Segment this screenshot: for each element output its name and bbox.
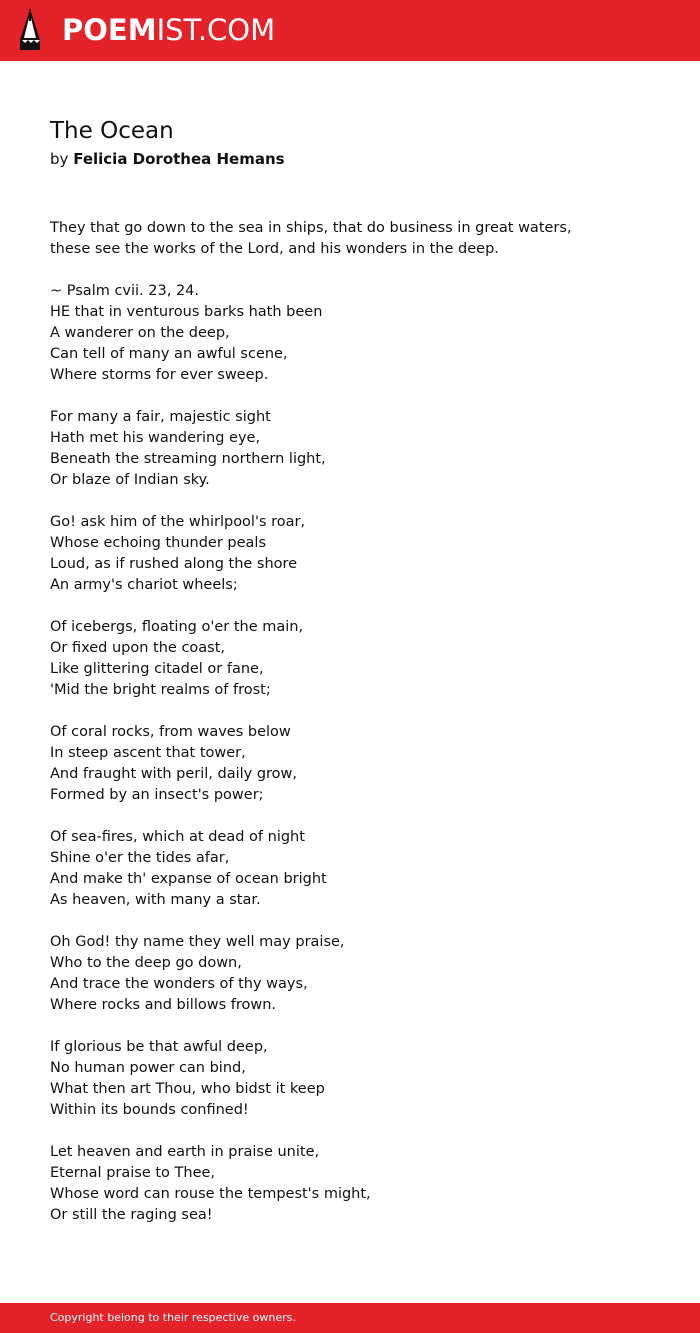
poem-line: Within its bounds confined! [50,1102,249,1118]
poem-line: HE that in venturous barks hath been [50,304,323,320]
poem-line: ~ Psalm cvii. 23, 24. [50,283,200,299]
poem-line: Beneath the streaming northern light, [50,451,326,467]
site-header [0,0,700,61]
poem-line: Or blaze of Indian sky. [50,472,210,488]
poem-line: Whose echoing thunder peals [50,535,267,551]
logo-bold-text: POEM [62,13,157,47]
poem-stanza [50,722,650,806]
poem-stanza [50,827,650,911]
poem-stanza [50,407,650,491]
poem-line: 'Mid the bright realms of frost; [50,682,271,698]
poem-line: Where rocks and billows frown. [50,997,277,1013]
byline [50,149,285,169]
poem-stanza [50,281,650,386]
poem-line: For many a fair, majestic sight [50,409,271,425]
poem-body [50,218,650,1247]
poem-line: And make th' expanse of ocean bright [50,871,327,887]
poem-line: As heaven, with many a star. [50,892,261,908]
site-logo[interactable] [62,13,275,47]
poem-line: Of coral rocks, from waves below [50,724,291,740]
poem-stanza [50,617,650,701]
poem-line: Loud, as if rushed along the shore [50,556,298,572]
poem-line: Like glittering citadel or fane, [50,661,264,677]
poem-line: Formed by an insect's power; [50,787,264,803]
poem-line: No human power can bind, [50,1060,246,1076]
site-footer [0,1303,700,1333]
poem-line: Of icebergs, floating o'er the main, [50,619,304,635]
pen-nib-icon[interactable] [18,8,42,52]
logo-light-text: IST.COM [156,13,276,47]
poem-line: Who to the deep go down, [50,955,242,971]
poem-line: If glorious be that awful deep, [50,1039,268,1055]
poem-stanza [50,1037,650,1121]
poem-line: Where storms for ever sweep. [50,367,269,383]
poem-line: They that go down to the sea in ships, that do business in great waters, [50,220,572,236]
poem-line: Or still the raging sea! [50,1207,213,1223]
poem-line: Whose word can rouse the tempest's might, [50,1186,371,1202]
poem-stanza [50,512,650,596]
poem-line: Let heaven and earth in praise unite, [50,1144,320,1160]
poem-line: What then art Thou, who bidst it keep [50,1081,325,1097]
poem-line: An army's chariot wheels; [50,577,238,593]
author-name[interactable]: Felicia Dorothea Hemans [73,150,285,168]
poem-line: Go! ask him of the whirlpool's roar, [50,514,306,530]
poem-line: Eternal praise to Thee, [50,1165,216,1181]
poem-line: Or fixed upon the coast, [50,640,226,656]
poem-stanza [50,218,650,260]
poem-stanza [50,932,650,1016]
poem-title: The Ocean [50,118,174,144]
poem-line: Oh God! thy name they well may praise, [50,934,345,950]
by-label: by [50,150,69,168]
poem-line: And fraught with peril, daily grow, [50,766,298,782]
poem-line: Of sea-fires, which at dead of night [50,829,305,845]
poem-line: And trace the wonders of thy ways, [50,976,308,992]
poem-line: Shine o'er the tides afar, [50,850,230,866]
poem-stanza [50,1142,650,1226]
copyright-text: Copyright belong to their respective owners. [50,1311,296,1324]
poem-line: Hath met his wandering eye, [50,430,261,446]
poem-line: A wanderer on the deep, [50,325,230,341]
poem-line: Can tell of many an awful scene, [50,346,288,362]
poem-line: these see the works of the Lord, and his wonders in the deep. [50,241,499,257]
poem-line: In steep ascent that tower, [50,745,246,761]
